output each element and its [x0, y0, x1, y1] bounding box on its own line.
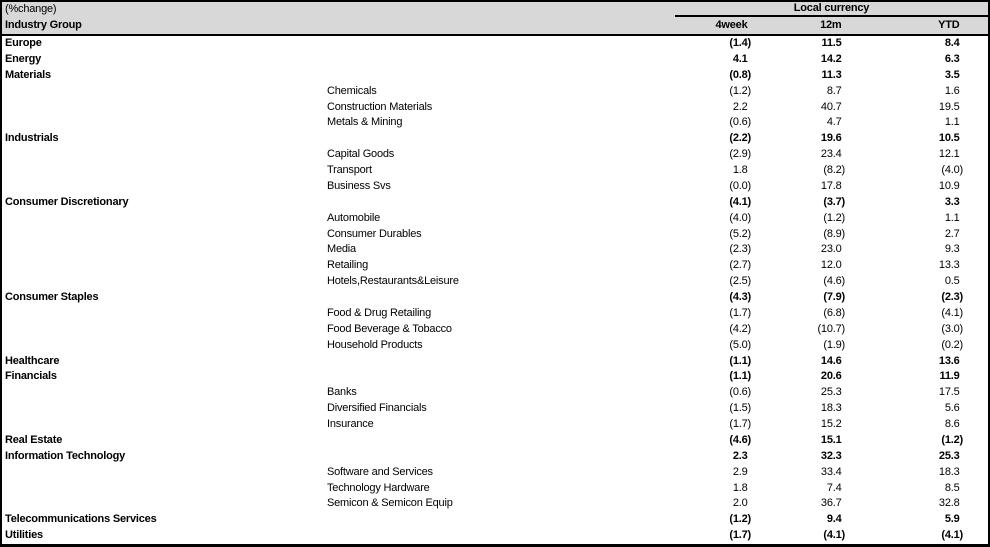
sub-industry-row	[2, 322, 988, 338]
industry-group-row	[2, 195, 988, 211]
value-4week: (5.2)	[729, 227, 751, 240]
value-ytd: (2.3)	[941, 291, 963, 303]
value-ytd: 8.4	[944, 37, 960, 49]
value-12m: (4.6)	[823, 275, 845, 288]
value-12m: 17.8	[820, 179, 842, 192]
sub-industry-label: Food Beverage & Tobacco	[327, 322, 452, 335]
value-12m: (3.7)	[823, 195, 845, 208]
row-spacer	[966, 528, 988, 544]
value-12m: (4.1)	[823, 529, 845, 542]
industry-group-label	[2, 179, 324, 195]
sub-industry-row	[2, 401, 988, 417]
value-12m: 14.6	[820, 354, 842, 367]
value-ytd: (0.2)	[941, 338, 963, 351]
sub-industry-row	[2, 338, 988, 354]
value-4week: (2.7)	[729, 259, 751, 272]
value-12m: 23.4	[820, 148, 842, 161]
row-spacer	[966, 481, 988, 497]
industry-group-row	[2, 512, 988, 528]
value-12m: 11.3	[821, 68, 842, 81]
value-12m: 7.4	[826, 481, 842, 494]
value-ytd: (1.2)	[941, 433, 963, 446]
sub-industry-label: Semicon & Semicon Equip	[327, 497, 453, 510]
industry-group-label	[2, 147, 324, 163]
value-12m: (1.2)	[823, 211, 845, 224]
value-ytd: 25.3	[938, 449, 960, 462]
sub-industry-label: Technology Hardware	[327, 481, 430, 494]
sub-industry-row	[2, 496, 988, 512]
value-ytd: 13.3	[938, 259, 960, 272]
industry-group-label	[2, 258, 324, 274]
sub-industry-row	[2, 306, 988, 322]
local-currency-group-header: Local currency	[675, 2, 988, 17]
industry-group-label: Energy	[5, 52, 42, 65]
value-ytd: 5.9	[944, 513, 960, 526]
value-4week: (1.1)	[729, 354, 751, 367]
sub-industry-label	[324, 290, 664, 306]
value-ytd: 10.5	[938, 132, 960, 145]
value-4week: 2.9	[732, 465, 748, 478]
sub-industry-label: Transport	[327, 164, 372, 176]
value-12m: 33.4	[820, 465, 842, 478]
value-ytd: 18.3	[938, 465, 960, 478]
value-ytd: 8.5	[944, 481, 960, 494]
industry-group-label	[2, 465, 324, 481]
value-12m: 15.1	[820, 433, 842, 446]
value-ytd: 17.5	[938, 386, 960, 399]
value-4week: (4.0)	[729, 211, 751, 224]
value-12m: 20.6	[820, 370, 842, 383]
value-12m: 14.2	[820, 52, 842, 65]
industry-group-label	[2, 385, 324, 401]
value-ytd: 0.5	[944, 275, 960, 288]
value-4week: (0.6)	[729, 386, 751, 399]
value-4week: 4.1	[732, 52, 748, 65]
value-12m: 32.3	[820, 449, 842, 462]
industry-group-label: Industrials	[5, 132, 59, 145]
industry-group-label	[2, 211, 324, 227]
column-header-12m: 12m	[820, 19, 842, 31]
industry-group-row	[2, 68, 988, 84]
row-spacer	[966, 131, 988, 147]
value-ytd: 1.6	[944, 84, 960, 97]
industry-group-label	[2, 496, 324, 512]
sub-industry-row	[2, 179, 988, 195]
value-12m: 25.3	[820, 386, 842, 399]
sub-industry-row	[2, 274, 988, 290]
row-spacer	[966, 449, 988, 465]
sub-industry-label: Food & Drug Retailing	[327, 306, 432, 319]
row-spacer	[966, 242, 988, 258]
value-12m: 36.7	[820, 497, 842, 510]
industry-group-label	[2, 115, 324, 131]
industry-group-label: Real Estate	[5, 433, 63, 446]
value-ytd: (4.1)	[941, 529, 963, 542]
value-4week: 1.8	[732, 164, 748, 176]
industry-group-label	[2, 84, 324, 100]
row-spacer	[966, 179, 988, 195]
industry-group-row	[2, 433, 988, 449]
value-12m: 15.2	[820, 418, 842, 430]
value-ytd: 9.3	[944, 243, 960, 256]
sub-industry-label	[324, 68, 664, 84]
value-4week: (1.7)	[729, 306, 751, 319]
row-spacer	[966, 306, 988, 322]
sub-industry-label	[324, 449, 664, 465]
column-header-ytd: YTD	[938, 19, 960, 31]
industry-group-row	[2, 449, 988, 465]
industry-group-label	[2, 274, 324, 290]
value-4week: (4.3)	[729, 291, 751, 303]
industry-group-row	[2, 369, 988, 385]
table-header	[2, 2, 988, 36]
value-4week: (0.8)	[729, 68, 751, 81]
value-ytd: 19.5	[938, 100, 960, 113]
row-spacer	[966, 512, 988, 528]
row-spacer	[966, 354, 988, 370]
sub-industry-row	[2, 100, 988, 116]
row-spacer	[966, 433, 988, 449]
value-12m: 8.7	[826, 84, 842, 97]
value-4week: (2.5)	[729, 275, 751, 288]
industry-group-label: Healthcare	[5, 354, 60, 367]
percent-change-label: (%change)	[5, 3, 57, 15]
sub-industry-label: Diversified Financials	[327, 402, 427, 415]
sub-industry-label: Media	[327, 243, 356, 256]
sub-industry-row	[2, 227, 988, 243]
value-12m: 40.7	[820, 100, 842, 113]
industry-group-label	[2, 227, 324, 243]
sub-industry-label: Construction Materials	[327, 100, 433, 113]
value-4week: (1.2)	[729, 513, 751, 526]
sub-industry-row	[2, 242, 988, 258]
industry-group-label	[2, 100, 324, 116]
value-4week: (1.1)	[729, 370, 751, 383]
sub-industry-label	[324, 195, 664, 211]
value-4week: 2.0	[732, 497, 748, 510]
row-spacer	[966, 274, 988, 290]
sub-industry-row	[2, 481, 988, 497]
industry-group-row	[2, 131, 988, 147]
value-4week: (2.2)	[729, 132, 751, 145]
sub-industry-label: Insurance	[327, 418, 374, 430]
value-ytd: 3.3	[944, 195, 960, 208]
sub-industry-label: Capital Goods	[327, 148, 395, 161]
value-4week: (4.1)	[729, 195, 751, 208]
value-12m: 12.0	[820, 259, 842, 272]
sub-industry-label	[324, 354, 664, 370]
value-4week: (1.7)	[729, 418, 751, 430]
sub-industry-label	[324, 52, 664, 68]
value-4week: (4.6)	[729, 433, 751, 446]
empty-header-cell	[324, 17, 664, 34]
header-spacer	[966, 17, 988, 34]
value-ytd: 32.8	[938, 497, 960, 510]
sub-industry-row	[2, 115, 988, 131]
sub-industry-label: Metals & Mining	[327, 116, 403, 129]
row-spacer	[966, 84, 988, 100]
row-spacer	[966, 100, 988, 116]
value-12m: 18.3	[820, 402, 842, 415]
row-spacer	[966, 338, 988, 354]
row-spacer	[966, 211, 988, 227]
value-4week: (1.7)	[729, 529, 751, 542]
value-12m: (6.8)	[823, 306, 845, 319]
header-row-change	[2, 2, 988, 17]
industry-group-label: Information Technology	[5, 449, 126, 462]
value-ytd: 10.9	[938, 179, 960, 192]
industry-group-label	[2, 481, 324, 497]
industry-group-label	[2, 306, 324, 322]
value-ytd: 1.1	[944, 211, 960, 224]
value-4week: 1.8	[732, 481, 748, 494]
value-ytd: 2.7	[944, 227, 960, 240]
value-12m: 23.0	[820, 243, 842, 256]
value-4week: (1.5)	[729, 402, 751, 415]
industry-group-label	[2, 242, 324, 258]
header-row-columns	[2, 17, 988, 34]
industry-group-label: Telecommunications Services	[5, 513, 157, 526]
sub-industry-row	[2, 147, 988, 163]
industry-group-row	[2, 36, 988, 52]
industry-group-label: Materials	[5, 68, 51, 81]
row-spacer	[966, 227, 988, 243]
value-ytd: 8.6	[944, 418, 960, 430]
value-ytd: (4.1)	[941, 306, 963, 319]
value-4week: (1.2)	[729, 84, 751, 97]
value-4week: (4.2)	[729, 322, 751, 335]
sub-industry-row	[2, 465, 988, 481]
value-ytd: 5.6	[944, 402, 960, 415]
industry-group-label: Consumer Discretionary	[5, 195, 129, 208]
row-spacer	[966, 385, 988, 401]
industry-group-row	[2, 354, 988, 370]
value-4week: (5.0)	[729, 338, 751, 351]
value-12m: (8.2)	[823, 164, 845, 176]
value-4week: 2.2	[732, 100, 748, 113]
row-spacer	[966, 52, 988, 68]
sub-industry-label: Business Svs	[327, 179, 391, 192]
value-4week: (0.6)	[729, 116, 751, 129]
sub-industry-row	[2, 84, 988, 100]
sub-industry-row	[2, 211, 988, 227]
value-12m: 9.4	[826, 513, 842, 526]
table-body	[2, 36, 988, 544]
value-12m: (8.9)	[823, 227, 845, 240]
row-spacer	[966, 401, 988, 417]
row-spacer	[966, 195, 988, 211]
sub-industry-label: Software and Services	[327, 465, 433, 478]
value-ytd: 3.5	[944, 68, 960, 81]
value-ytd: 13.6	[938, 354, 960, 367]
industry-group-label: Utilities	[5, 529, 43, 542]
row-spacer	[966, 147, 988, 163]
sub-industry-label: Hotels,Restaurants&Leisure	[327, 275, 459, 288]
row-spacer	[966, 163, 988, 179]
sub-industry-label	[324, 369, 664, 385]
value-12m: (7.9)	[823, 291, 845, 303]
sub-industry-label	[324, 131, 664, 147]
row-spacer	[966, 68, 988, 84]
row-spacer	[966, 258, 988, 274]
row-spacer	[966, 115, 988, 131]
value-ytd: 12.1	[938, 148, 960, 161]
industry-group-label: Financials	[5, 370, 57, 383]
sub-industry-label: Consumer Durables	[327, 227, 422, 240]
sub-industry-row	[2, 385, 988, 401]
row-spacer	[966, 496, 988, 512]
value-12m: (10.7)	[817, 322, 845, 335]
value-12m: (1.9)	[823, 338, 845, 351]
row-spacer	[966, 36, 988, 52]
industry-group-row	[2, 52, 988, 68]
value-ytd: (4.0)	[941, 164, 963, 176]
sub-industry-label: Retailing	[327, 259, 369, 272]
value-4week: 2.3	[732, 449, 748, 462]
sub-industry-label	[324, 512, 664, 528]
industry-group-row	[2, 528, 988, 544]
industry-group-row	[2, 290, 988, 306]
sub-industry-label	[324, 36, 664, 52]
value-ytd: 1.1	[944, 116, 960, 129]
value-12m: 11.5	[821, 37, 842, 49]
value-ytd: 6.3	[944, 52, 960, 65]
sub-industry-label: Automobile	[327, 211, 381, 224]
sub-industry-label	[324, 433, 664, 449]
industry-group-label	[2, 163, 324, 179]
sub-industry-row	[2, 163, 988, 179]
row-spacer	[966, 465, 988, 481]
row-spacer	[966, 322, 988, 338]
value-4week: (1.4)	[729, 37, 751, 49]
sub-industry-row	[2, 417, 988, 433]
industry-group-label: Europe	[5, 37, 42, 49]
row-spacer	[966, 290, 988, 306]
value-4week: (0.0)	[729, 179, 751, 192]
value-ytd: (3.0)	[941, 322, 963, 335]
industry-group-column-header: Industry Group	[5, 19, 82, 31]
row-spacer	[966, 369, 988, 385]
column-header-4week: 4week	[715, 19, 748, 31]
value-4week: (2.3)	[729, 243, 751, 256]
industry-group-label	[2, 322, 324, 338]
sub-industry-label: Banks	[327, 386, 357, 399]
value-ytd: 11.9	[939, 370, 960, 383]
value-12m: 19.6	[820, 132, 842, 145]
value-12m: 4.7	[826, 116, 842, 129]
industry-group-label	[2, 417, 324, 433]
sub-industry-row	[2, 258, 988, 274]
industry-group-label: Consumer Staples	[5, 291, 99, 303]
sub-industry-label: Household Products	[327, 338, 423, 351]
sub-industry-label	[324, 528, 664, 544]
value-4week: (2.9)	[729, 148, 751, 161]
industry-group-label	[2, 338, 324, 354]
sub-industry-label: Chemicals	[327, 84, 377, 97]
industry-group-label	[2, 401, 324, 417]
row-spacer	[966, 417, 988, 433]
